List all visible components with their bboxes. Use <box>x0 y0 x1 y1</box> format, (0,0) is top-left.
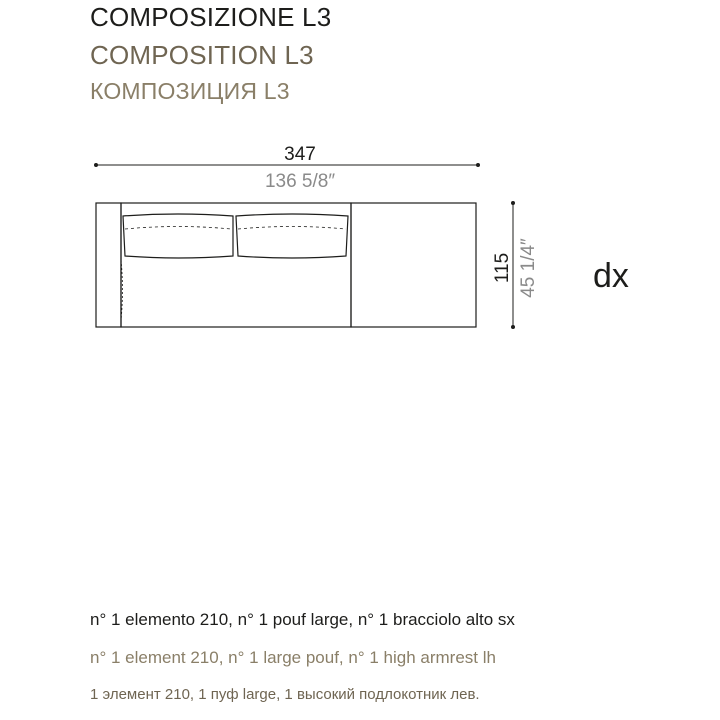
depth-dimension-start-dot <box>511 201 515 205</box>
armrest-left <box>96 203 121 327</box>
description-russian: 1 элемент 210, 1 пуф large, 1 высокий подлокотник лев. <box>90 686 480 703</box>
width-dimension <box>94 144 480 192</box>
title-russian: КОМПОЗИЦИЯ L3 <box>90 78 290 104</box>
back-cushion-right <box>236 214 348 258</box>
depth-dimension <box>492 201 539 329</box>
width-cm-label: 347 <box>284 144 316 165</box>
orientation-label: dx <box>593 257 629 295</box>
depth-dimension-end-dot <box>511 325 515 329</box>
back-cushion-left <box>123 214 233 258</box>
width-dimension-end-dot <box>476 163 480 167</box>
title-english: COMPOSITION L3 <box>90 40 314 70</box>
width-in-label: 136 5/8″ <box>264 171 336 192</box>
description-italian: n° 1 elemento 210, n° 1 pouf large, n° 1 bracciolo alto sx <box>90 610 515 629</box>
depth-cm-label: 115 <box>492 252 513 284</box>
description-english: n° 1 element 210, n° 1 large pouf, n° 1 high armrest lh <box>90 648 496 667</box>
width-dimension-start-dot <box>94 163 98 167</box>
back-cushion-right-seam <box>238 227 346 230</box>
depth-in-label: 45 1/4″ <box>518 238 539 298</box>
title-italian: COMPOSIZIONE L3 <box>90 2 332 32</box>
back-cushion-left-seam <box>125 227 231 230</box>
sofa-outline <box>96 203 476 327</box>
large-pouf <box>351 203 476 327</box>
